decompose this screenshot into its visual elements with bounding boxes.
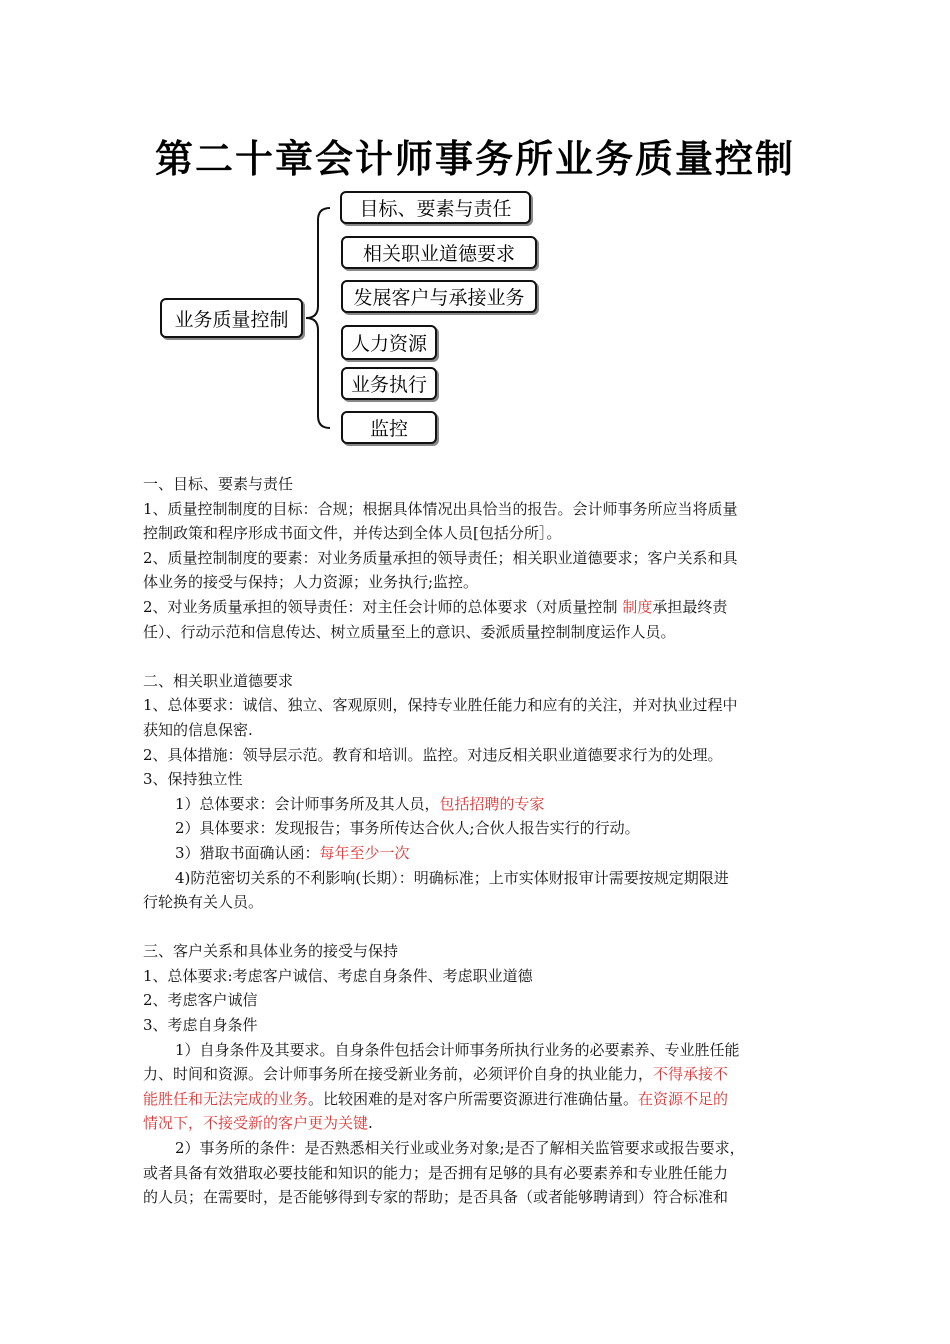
text-line: [143, 595, 813, 620]
text-line: [143, 964, 813, 989]
mindmap-branch-execution: 业务执行: [341, 367, 437, 400]
text-segment: 的人员；在需要时，是否能够得到专家的帮助；是否具备（或者能够聘请到）符合标准和: [143, 1188, 729, 1207]
text-line: [143, 890, 813, 915]
mindmap-branch-hr: 人力资源: [341, 325, 437, 360]
text-line: [143, 1111, 813, 1136]
mindmap-root-node: 业务质量控制: [160, 298, 303, 338]
text-line: [143, 816, 813, 841]
highlighted-text: 制度: [622, 597, 653, 616]
text-segment: 承担最终责: [652, 597, 728, 616]
text-segment: 体业务的接受与保持；人力资源；业务执行;监控。: [143, 573, 479, 592]
mindmap-branch-ethics: 相关职业道德要求: [341, 236, 537, 269]
highlighted-text: 情况下，不接受新的客户更为关键: [143, 1114, 369, 1133]
highlighted-text: 包括招聘的专家: [439, 794, 545, 813]
text-segment: 2、具体措施：领导层示范。教育和培训。监控。对违反相关职业道德要求行为的处理。: [143, 745, 723, 764]
text-line: [143, 521, 813, 546]
text-line: [143, 718, 813, 743]
text-segment: 获知的信息保密.: [143, 720, 253, 739]
text-segment: .: [368, 1114, 373, 1133]
highlighted-text: 每年至少一次: [319, 843, 410, 862]
text-segment: 二、相关职业道德要求: [143, 671, 294, 690]
text-segment: 3）猎取书面确认函：: [175, 843, 320, 862]
text-line: [143, 546, 813, 571]
text-segment: 行轮换有关人员。: [143, 893, 264, 912]
text-segment: 2）事务所的条件：是否熟悉相关行业或业务对象;是否了解相关监管要求或报告要求，: [175, 1139, 745, 1158]
text-line: [143, 1136, 813, 1161]
text-segment: 1、总体要求:考虑客户诚信、考虑自身条件、考虑职业道德: [143, 966, 533, 985]
text-line: [143, 792, 813, 817]
text-segment: 3、保持独立性: [143, 770, 243, 789]
text-line: [143, 669, 813, 694]
text-segment: 2、对业务质量承担的领导责任：对主任会计师的总体要求（对质量控制: [143, 597, 623, 616]
text-segment: 。比较困难的是对客户所需要资源进行准确估量。: [308, 1089, 639, 1108]
text-segment: 三、客户关系和具体业务的接受与保持: [143, 942, 399, 961]
mindmap-branch-monitoring: 监控: [341, 411, 437, 444]
text-segment: 或者具备有效猎取必要技能和知识的能力；是否拥有足够的具有必要素养和专业胜任能力: [143, 1163, 729, 1182]
text-segment: 2）具体要求：发现报告；事务所传达合伙人;合伙人报告实行的行动。: [175, 819, 640, 838]
text-line: [143, 988, 813, 1013]
text-segment: 4)防范密切关系的不利影响(长期）：明确标准；上市实体财报审计需要按规定期限进: [175, 868, 729, 887]
text-segment: 2、质量控制制度的要素：对业务质量承担的领导责任；相关职业道德要求；客户关系和具: [143, 548, 738, 567]
text-line: [143, 570, 813, 595]
text-segment: 2、考虑客户诚信: [143, 991, 258, 1010]
text-segment: 控制政策和程序形成书面文件，并传达到全体人员[包括分所］。: [143, 524, 562, 543]
text-segment: 任）、行动示范和信息传达、树立质量至上的意识、委派质量控制制度运作人员。: [143, 622, 676, 641]
page-title: 第二十章会计师事务所业务质量控制: [154, 137, 795, 181]
text-line: [143, 939, 813, 964]
document-body: [143, 472, 813, 1210]
text-line: [143, 1038, 813, 1063]
text-line: [143, 1062, 813, 1087]
text-segment: 3、考虑自身条件: [143, 1016, 258, 1035]
text-line: [143, 767, 813, 792]
mindmap-connector: [0, 0, 950, 460]
text-segment: 力、时间和资源。会计师事务所在接受新业务前，必须评价自身的执业能力，: [143, 1065, 654, 1084]
mindmap-branch-goals: 目标、要素与责任: [340, 191, 531, 224]
text-segment: 1）自身条件及其要求。自身条件包括会计师事务所执行业务的必要素养、专业胜任能: [175, 1040, 740, 1059]
text-line: [143, 693, 813, 718]
text-line: [143, 743, 813, 768]
blank-line: [143, 915, 813, 940]
blank-line: [143, 644, 813, 669]
text-segment: 1、总体要求：诚信、独立、客观原则，保持专业胜任能力和应有的关注，并对执业过程中: [143, 696, 738, 715]
highlighted-text: 能胜任和无法完成的业务: [143, 1089, 309, 1108]
text-line: [143, 1087, 813, 1112]
text-line: [143, 866, 813, 891]
highlighted-text: 在资源不足的: [638, 1089, 729, 1108]
highlighted-text: 不得承接不: [653, 1065, 729, 1084]
mindmap: [0, 0, 950, 460]
text-line: [143, 1013, 813, 1038]
text-segment: 一、目标、要素与责任: [143, 475, 294, 493]
text-line: [143, 620, 813, 645]
text-line: [143, 1185, 813, 1210]
mindmap-branch-clients: 发展客户与承接业务: [341, 280, 537, 313]
text-line: [143, 841, 813, 866]
text-segment: 1、质量控制制度的目标：合规；根据具体情况出具恰当的报告。会计师事务所应当将质量: [143, 499, 738, 518]
text-segment: 1）总体要求：会计师事务所及其人员，: [175, 794, 440, 813]
text-line: [143, 497, 813, 522]
text-line: [143, 1161, 813, 1186]
text-line: [143, 472, 813, 497]
